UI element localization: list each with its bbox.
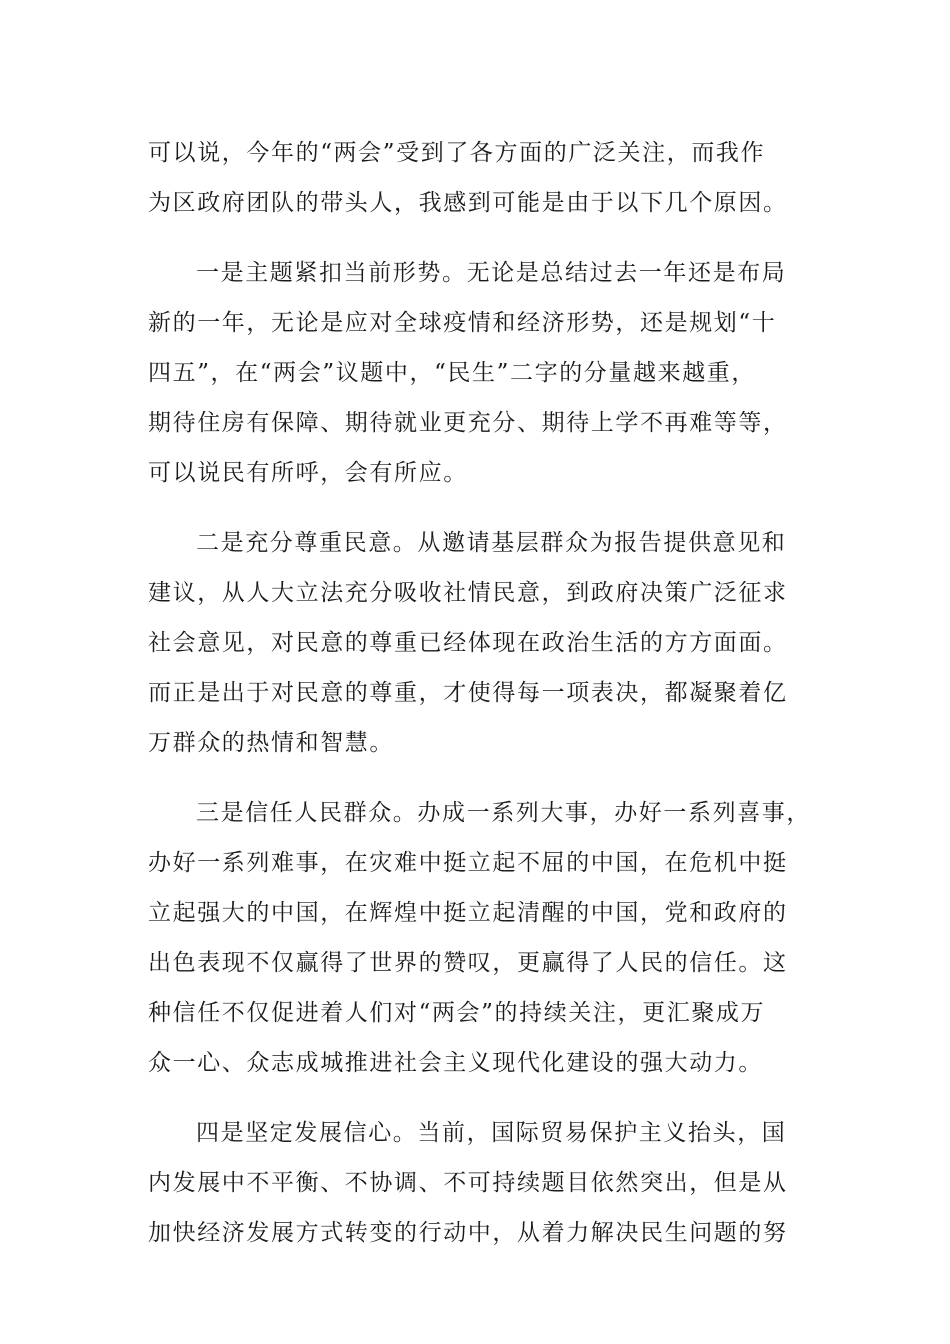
text-line: 新的一年，无论是应对全球疫情和经济形势，还是规划“十 [148,310,777,336]
text-line: 立起强大的中国，在辉煌中挺立起清醒的中国，党和政府的 [148,900,788,926]
document-body [148,128,811,1258]
text-line: 一是主题紧扣当前形势。无论是总结过去一年还是布局 [196,260,787,286]
text-line: 社会意见，对民意的尊重已经体现在政治生活的方方面面。 [148,630,788,656]
text-line: 可以说民有所呼，会有所应。 [148,460,468,486]
text-line: 建议，从人大立法充分吸收社情民意，到政府决策广泛征求 [148,580,788,606]
text-line: 万群众的热情和智慧。 [148,730,394,756]
text-line: 而正是出于对民意的尊重，才使得每一项表决，都凝聚着亿 [148,680,788,706]
text-line: 出色表现不仅赢得了世界的赞叹，更赢得了人民的信任。这 [148,950,788,976]
text-line: 四是坚定发展信心。当前，国际贸易保护主义抬头，国 [196,1120,787,1146]
text-line: 期待住房有保障、期待就业更充分、期待上学不再难等等， [148,410,788,436]
text-line: 可以说，今年的“两会”受到了各方面的广泛关注，而我作 [148,140,766,166]
text-line: 三是信任人民群众。办成一系列大事，办好一系列喜事， [196,800,811,826]
paragraph-point-3 [148,788,811,1088]
paragraph-point-1 [148,248,803,498]
paragraph-point-4 [148,1108,803,1258]
text-line: 加快经济发展方式转变的行动中，从着力解决民生问题的努 [148,1220,788,1246]
text-line: 内发展中不平衡、不协调、不可持续题目依然突出，但是从 [148,1170,788,1196]
text-line: 办好一系列难事，在灾难中挺立起不屈的中国，在危机中挺 [148,850,788,876]
text-line: 四五”，在“两会”议题中，“民生”二字的分量越来越重， [148,360,756,386]
paragraph-intro [148,128,803,228]
text-line: 二是充分尊重民意。从邀请基层群众为报告提供意见和 [196,530,787,556]
paragraph-point-2 [148,518,803,768]
text-line: 众一心、众志成城推进社会主义现代化建设的强大动力。 [148,1050,763,1076]
text-line: 种信任不仅促进着人们对“两会”的持续关注，更汇聚成万 [148,1000,766,1026]
text-line: 为区政府团队的带头人，我感到可能是由于以下几个原因。 [148,190,788,216]
